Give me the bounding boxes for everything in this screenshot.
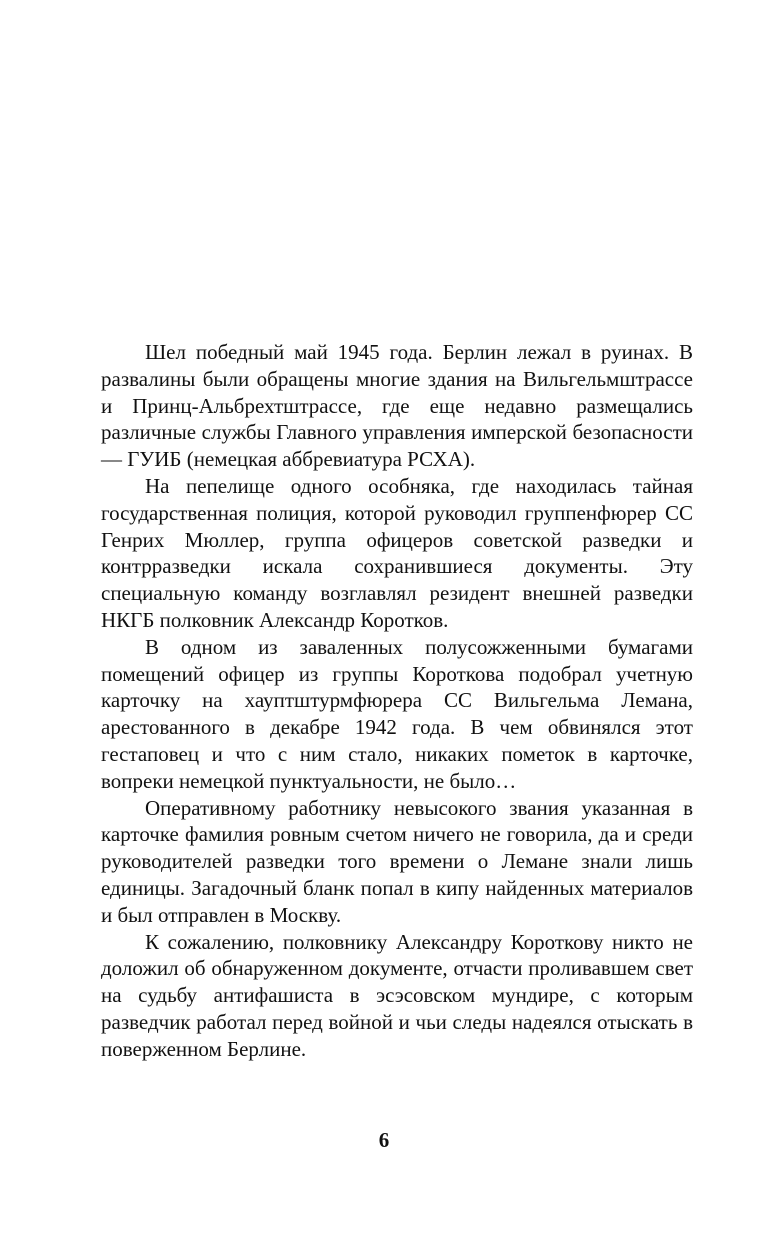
paragraph-1: Шел победный май 1945 года. Берлин лежал в руинах. В развалины были обращены многие здания на Вильгельмштрассе и Принц-Альбрехтштрассе, где еще недавно размещались различные службы Главного управления имперской безопасности — ГУИБ (немецкая аббревиатура РСХА). xyxy=(101,340,693,472)
page-number: 6 xyxy=(378,1128,390,1152)
paragraph-3: В одном из заваленных полусожженными бумагами помещений офицер из группы Короткова подобрал учетную карточку на хауптштурмфюрера СС Вильгельма Лемана, арестованного в декабре 1942 года. В чем обвинялся этот гестаповец и что с ним стало, никаких пометок в карточке, вопреки немецкой пунктуальности, не было… xyxy=(101,634,693,793)
paragraph-5: К сожалению, полковнику Александру Короткову никто не доложил об обнаруженном документе, отчасти проливавшем свет на судьбу антифашиста в эсэсовском мундире, с которым разведчик работал перед войной и чьи следы надеялся отыскать в поверженном Берлине. xyxy=(101,929,693,1061)
paragraph-2: На пепелище одного особняка, где находилась тайная государственная полиция, которой руководил группенфюрер СС Генрих Мюллер, группа офицеров советской разведки и контрразведки искала сохранившиеся документы. Эту специальную команду возглавлял резидент внешней разведки НКГБ полковник Александр Коротков. xyxy=(101,473,693,632)
paragraph-4: Оперативному работнику невысокого звания указанная в карточке фамилия ровным счетом ничего не говорила, да и среди руководителей разведки того времени о Лемане знали лишь единицы. Загадочный бланк попал в кипу найденных материалов и был отправлен в Москву. xyxy=(101,795,693,927)
page-body xyxy=(101,339,693,1063)
